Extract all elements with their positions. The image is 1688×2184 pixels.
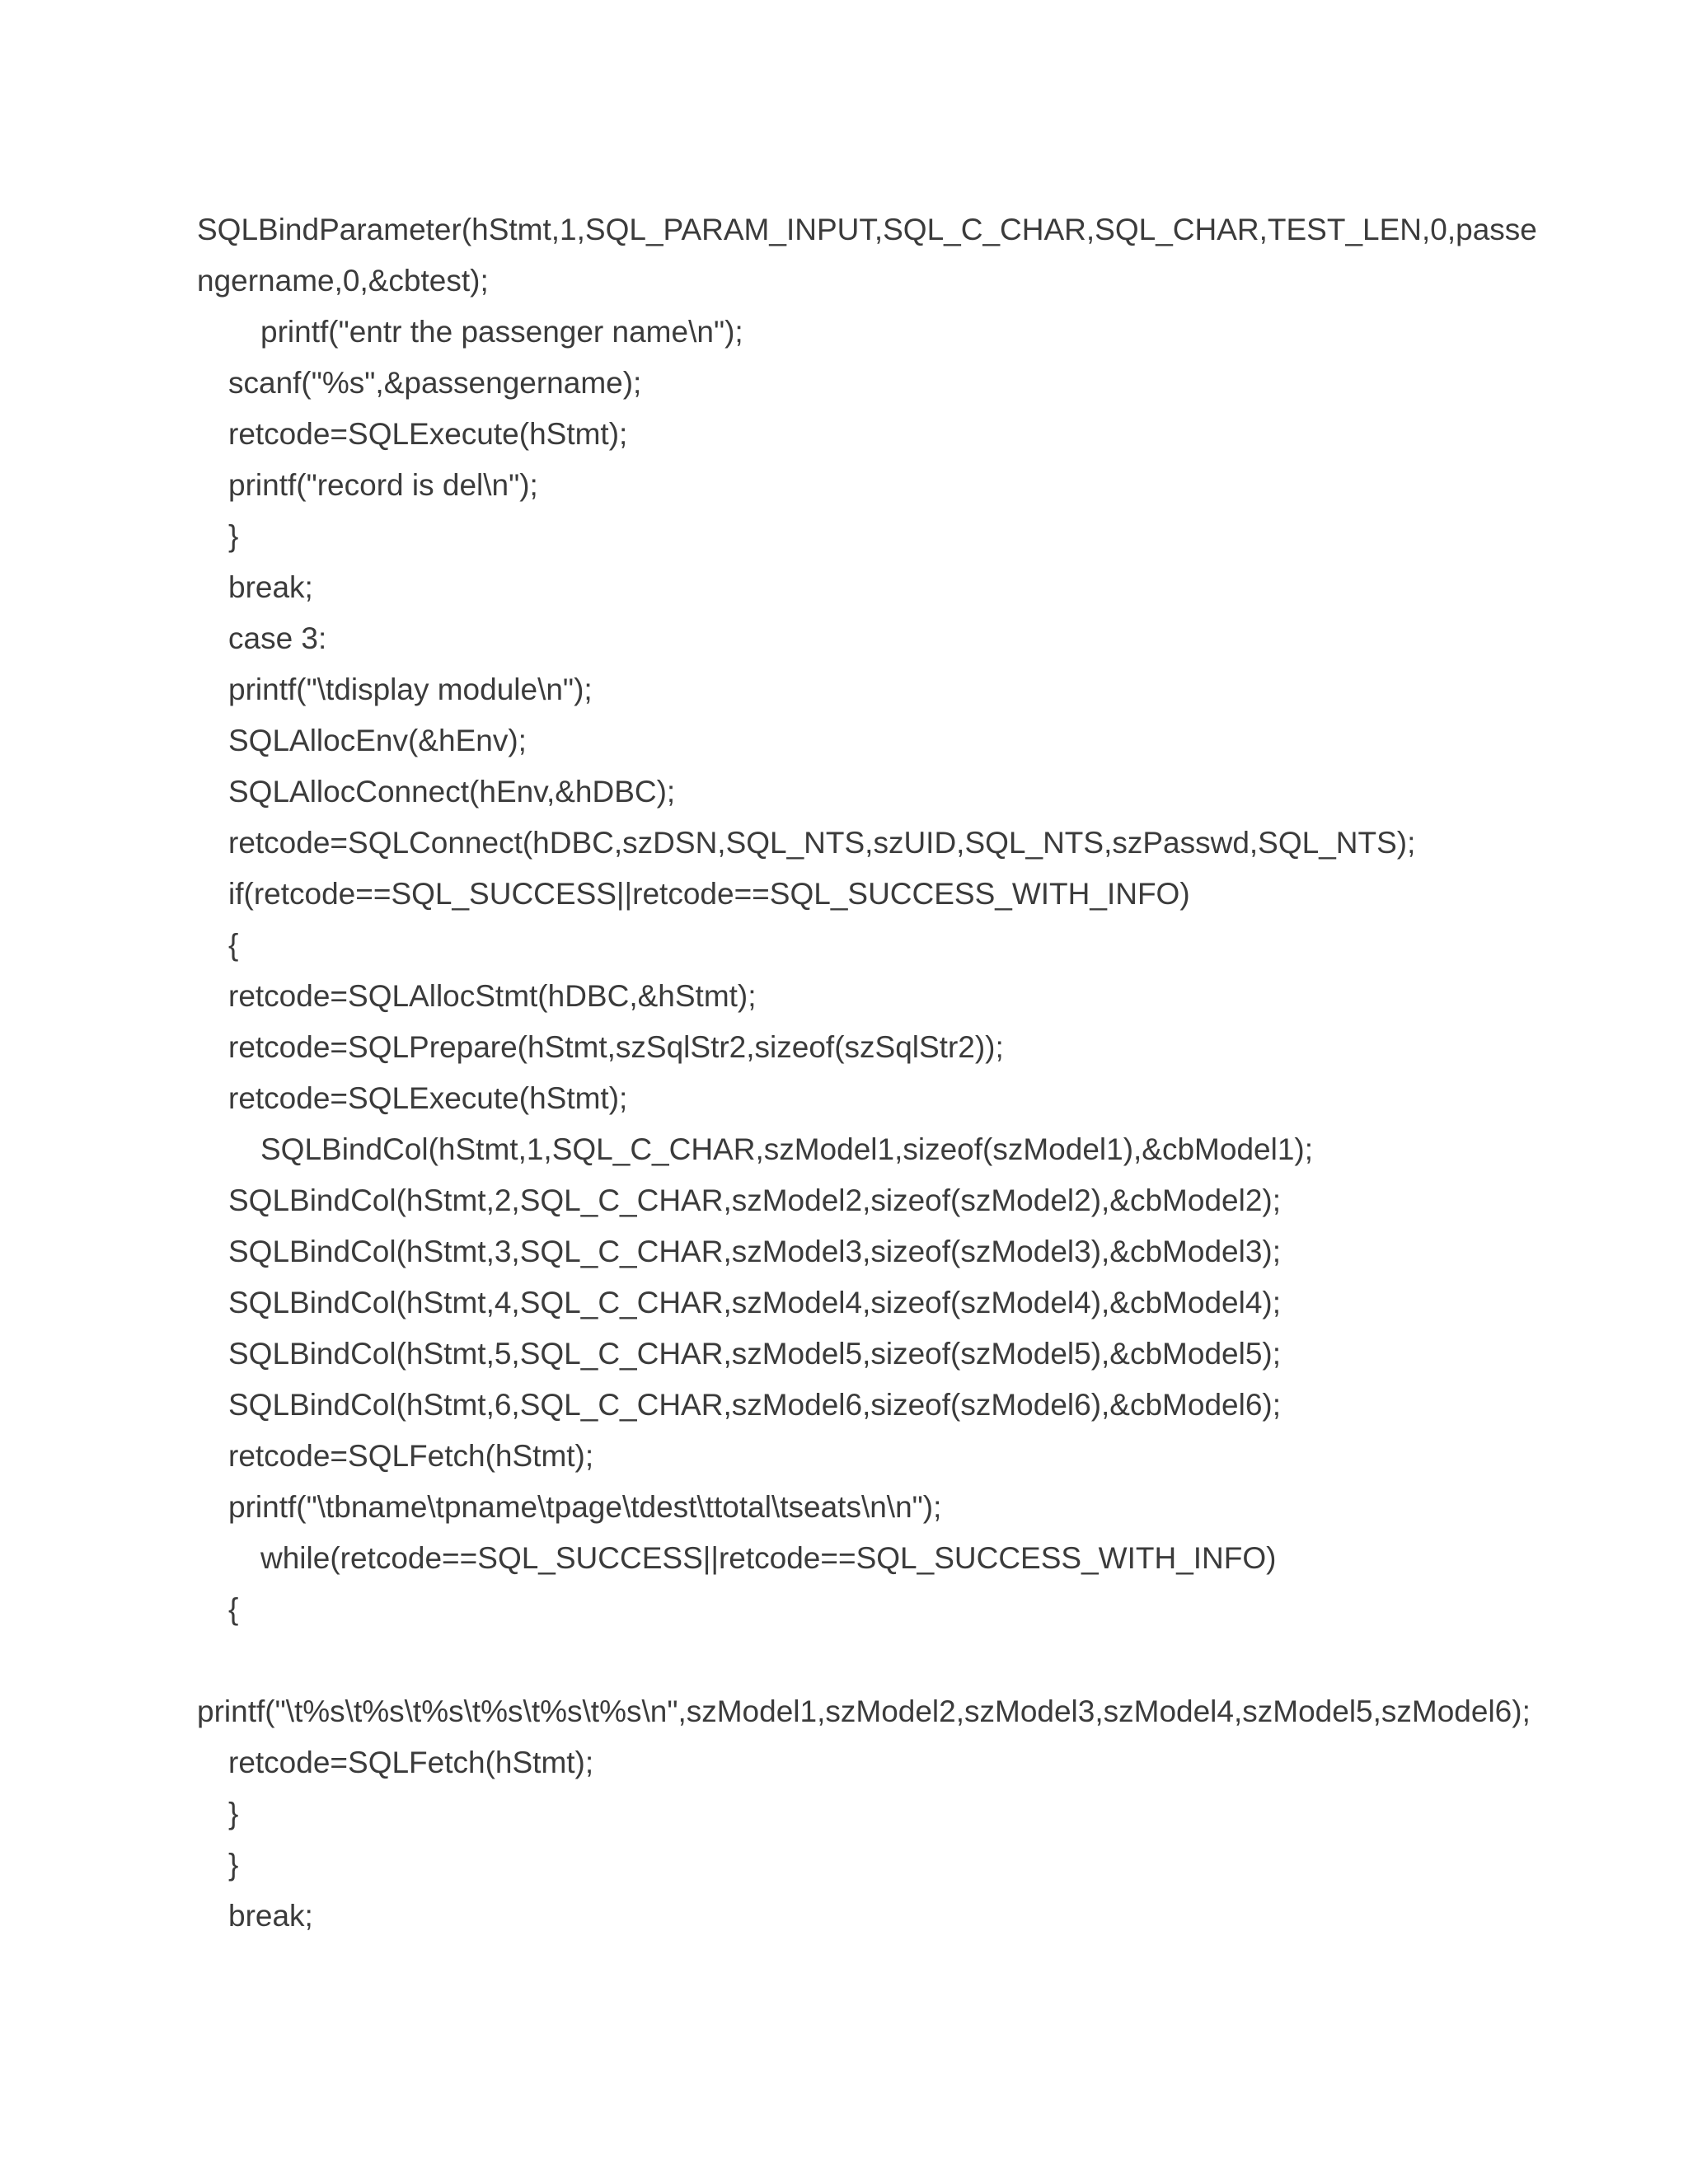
- code-line: printf("\tbname\tpname\tpage\tdest\ttotal\tseats\n\n");: [228, 1490, 942, 1524]
- code-line: retcode=SQLExecute(hStmt);: [228, 417, 628, 451]
- code-line: retcode=SQLFetch(hStmt);: [228, 1439, 594, 1473]
- code-line: printf("entr the passenger name\n");: [260, 315, 743, 349]
- code-line: SQLBindCol(hStmt,3,SQL_C_CHAR,szModel3,sizeof(szModel3),&cbModel3);: [228, 1235, 1282, 1268]
- code-line: retcode=SQLPrepare(hStmt,szSqlStr2,sizeof(szSqlStr2));: [228, 1030, 1004, 1064]
- code-line: SQLAllocConnect(hEnv,&hDBC);: [228, 775, 676, 808]
- code-line: scanf("%s",&passengername);: [228, 366, 642, 400]
- code-line: break;: [228, 570, 313, 604]
- code-line: {: [228, 1592, 239, 1626]
- code-line: break;: [228, 1899, 313, 1933]
- code-line: retcode=SQLConnect(hDBC,szDSN,SQL_NTS,szUID,SQL_NTS,szPasswd,SQL_NTS);: [228, 826, 1416, 860]
- code-line: }: [228, 519, 239, 553]
- code-line: retcode=SQLAllocStmt(hDBC,&hStmt);: [228, 979, 757, 1013]
- code-line: ngername,0,&cbtest);: [197, 264, 489, 298]
- code-line: while(retcode==SQL_SUCCESS||retcode==SQL_SUCCESS_WITH_INFO): [260, 1541, 1277, 1575]
- code-line: printf("record is del\n");: [228, 468, 538, 502]
- code-line: if(retcode==SQL_SUCCESS||retcode==SQL_SUCCESS_WITH_INFO): [228, 877, 1190, 911]
- code-line: retcode=SQLFetch(hStmt);: [228, 1746, 594, 1779]
- code-line: SQLBindCol(hStmt,5,SQL_C_CHAR,szModel5,sizeof(szModel5),&cbModel5);: [228, 1337, 1282, 1371]
- code-line: }: [228, 1848, 239, 1882]
- code-line: SQLBindCol(hStmt,6,SQL_C_CHAR,szModel6,sizeof(szModel6),&cbModel6);: [228, 1388, 1282, 1422]
- code-line: SQLBindCol(hStmt,2,SQL_C_CHAR,szModel2,sizeof(szModel2),&cbModel2);: [228, 1183, 1282, 1217]
- code-line: SQLBindParameter(hStmt,1,SQL_PARAM_INPUT,SQL_C_CHAR,SQL_CHAR,TEST_LEN,0,passe: [197, 213, 1537, 246]
- code-line: {: [228, 928, 239, 962]
- code-line: SQLAllocEnv(&hEnv);: [228, 724, 527, 757]
- code-line: }: [228, 1797, 239, 1830]
- code-line: printf("\t%s\t%s\t%s\t%s\t%s\t%s\n",szModel1,szModel2,szModel3,szModel4,szModel5,szModel6);: [197, 1694, 1531, 1728]
- code-line: retcode=SQLExecute(hStmt);: [228, 1081, 628, 1115]
- code-line: printf("\tdisplay module\n");: [228, 673, 593, 706]
- code-line: case 3:: [228, 621, 327, 655]
- code-line: SQLBindCol(hStmt,1,SQL_C_CHAR,szModel1,sizeof(szModel1),&cbModel1);: [260, 1132, 1314, 1166]
- code-line: SQLBindCol(hStmt,4,SQL_C_CHAR,szModel4,sizeof(szModel4),&cbModel4);: [228, 1286, 1282, 1319]
